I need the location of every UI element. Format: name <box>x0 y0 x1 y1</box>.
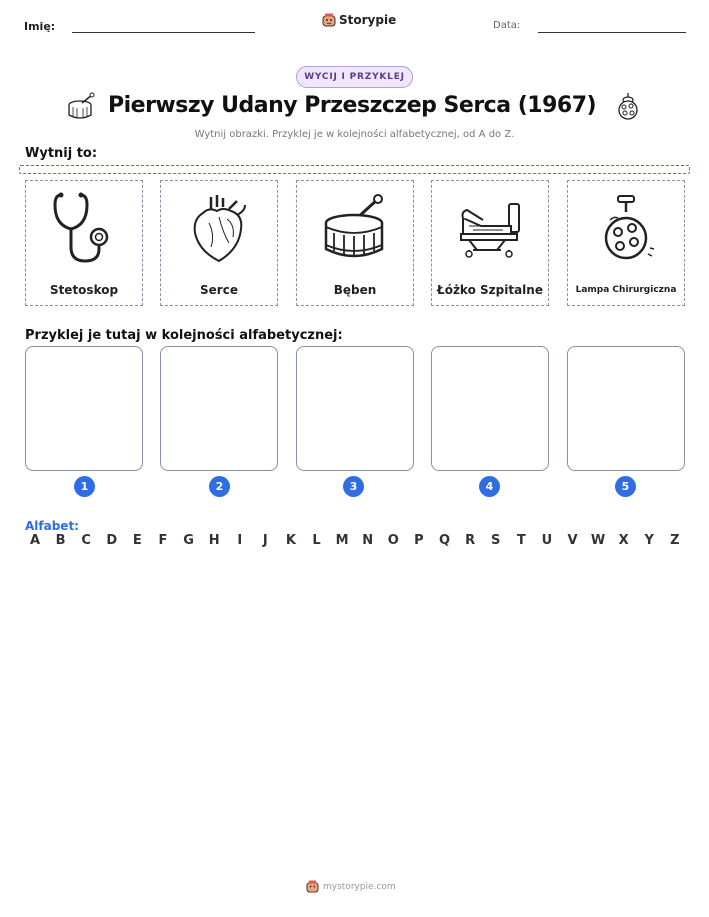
alphabet-letter-k: K <box>285 533 296 548</box>
stethoscope-icon <box>49 191 119 267</box>
paste-slot-2[interactable] <box>160 346 278 471</box>
hospital-bed-icon <box>455 198 525 260</box>
alphabet-letter-w: W <box>590 533 606 548</box>
alphabet-letter-l: L <box>312 533 321 548</box>
cut-heading: Wytnij to: <box>25 146 98 161</box>
slot-number-5: 5 <box>615 476 636 497</box>
footer-url: mystorypie.com <box>323 881 396 892</box>
footer <box>306 880 396 893</box>
alphabet-letter-t: T <box>516 533 526 548</box>
alphabet-letter-n: N <box>362 533 374 548</box>
name-line <box>72 32 255 33</box>
alphabet-title: Alfabet: <box>25 519 79 533</box>
card-label: Stetoskop <box>49 283 119 297</box>
mascot-icon <box>322 13 336 27</box>
alphabet-letter-o: O <box>387 533 399 548</box>
card-label: Lampa Chirurgiczna <box>575 285 677 295</box>
surgical-lamp-icon <box>614 92 642 122</box>
alphabet-letter-p: P <box>414 533 424 548</box>
page-title: Pierwszy Udany Przeszczep Serca (1967) <box>108 93 597 118</box>
alphabet-letter-s: S <box>491 533 501 548</box>
alphabet-letter-g: G <box>183 533 194 548</box>
drum-icon <box>320 193 390 265</box>
alphabet-letter-r: R <box>465 533 476 548</box>
activity-badge: WYCIJ I PRZYKLEJ <box>296 66 413 88</box>
alphabet-letter-v: V <box>567 533 578 548</box>
slot-number-3: 3 <box>343 476 364 497</box>
card-label: Łóżko Szpitalne <box>437 283 543 297</box>
logo-text: Storypie <box>339 13 397 27</box>
instructions-text: Wytnij obrazki. Przyklej je w kolejności alfabetycznej, od A do Z. <box>194 129 515 140</box>
alphabet-letter-h: H <box>208 533 220 548</box>
alphabet-row <box>25 533 685 548</box>
alphabet-letter-q: Q <box>438 533 451 548</box>
cut-line <box>19 165 690 174</box>
alphabet-letter-e: E <box>132 533 142 548</box>
slot-number-1: 1 <box>74 476 95 497</box>
paste-slot-4[interactable] <box>431 346 549 471</box>
alphabet-letter-x: X <box>618 533 629 548</box>
slot-number-2: 2 <box>209 476 230 497</box>
surgical-lamp-icon <box>596 194 656 264</box>
alphabet-letter-d: D <box>106 533 118 548</box>
card-label: Serce <box>200 283 238 297</box>
heart-icon <box>189 193 249 265</box>
paste-slot-1[interactable] <box>25 346 143 471</box>
paste-heading: Przyklej je tutaj w kolejności alfabetycznej: <box>25 328 343 343</box>
alphabet-letter-f: F <box>158 533 168 548</box>
date-label: Data: <box>493 20 521 31</box>
slot-number-4: 4 <box>479 476 500 497</box>
alphabet-letter-j: J <box>262 533 268 548</box>
alphabet-letter-b: B <box>55 533 66 548</box>
worksheet-header <box>0 0 709 50</box>
alphabet-letter-a: A <box>29 533 41 548</box>
alphabet-letter-u: U <box>541 533 553 548</box>
cut-card-surgical-lamp[interactable] <box>567 180 685 306</box>
cut-card-heart[interactable] <box>160 180 278 306</box>
card-label: Bęben <box>333 283 377 297</box>
mascot-icon <box>306 880 319 893</box>
paste-slot-5[interactable] <box>567 346 685 471</box>
name-label: Imię: <box>24 20 56 33</box>
date-line <box>538 32 686 33</box>
cut-card-hospital-bed[interactable] <box>431 180 549 306</box>
alphabet-letter-z: Z <box>670 533 680 548</box>
title-row <box>0 90 709 126</box>
alphabet-letter-c: C <box>81 533 91 548</box>
cut-card-drum[interactable] <box>296 180 414 306</box>
paste-slot-3[interactable] <box>296 346 414 471</box>
alphabet-letter-y: Y <box>644 533 654 548</box>
storypie-logo <box>322 13 396 27</box>
alphabet-letter-m: M <box>335 533 349 548</box>
alphabet-letter-i: I <box>237 533 243 548</box>
cut-card-stethoscope[interactable] <box>25 180 143 306</box>
drum-icon <box>66 92 96 122</box>
